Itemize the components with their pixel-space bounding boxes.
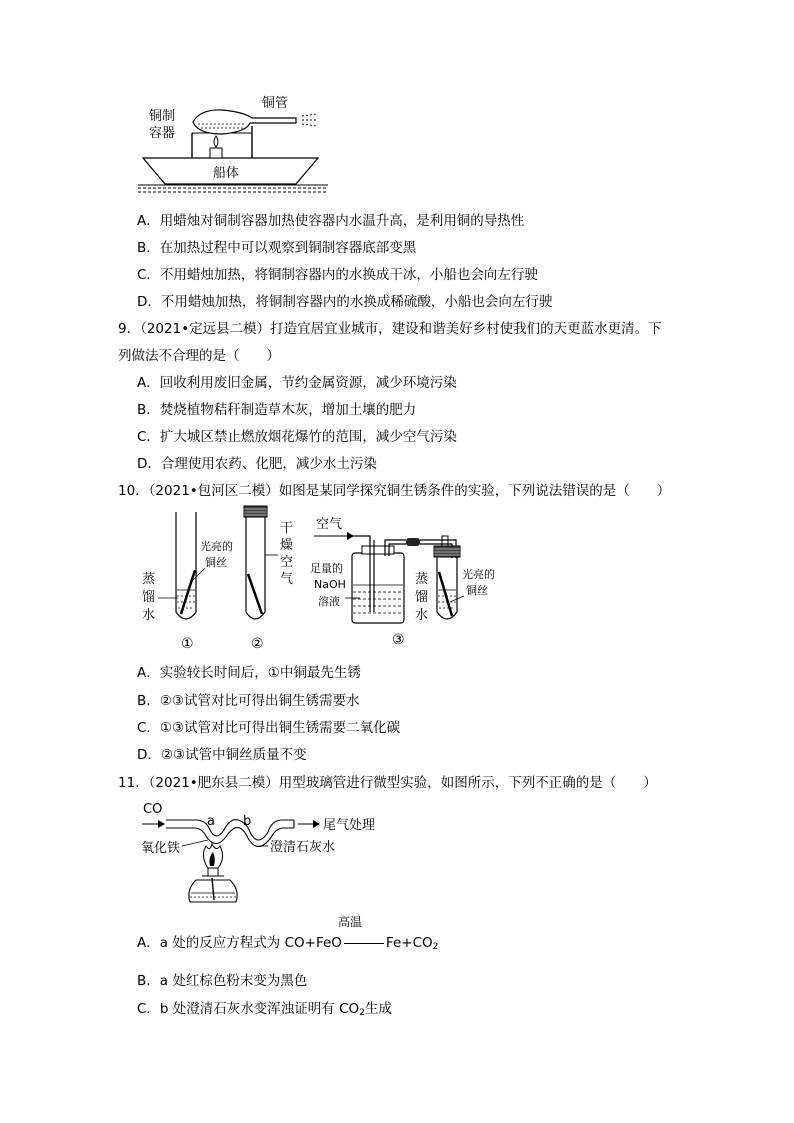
q11-option-a-suffix: Fe+CO — [385, 935, 433, 951]
q8-option-c: C．不用蜡烛加热，将铜制容器内的水换成干冰，小船也会向左行驶 — [137, 267, 538, 283]
q11-option-a — [137, 934, 438, 956]
label-copper-right-1: 光亮的 — [462, 568, 495, 581]
label-iron-oxide: 氧化铁 — [141, 841, 181, 856]
label-b: b — [243, 814, 252, 829]
label-container-2: 容器 — [149, 126, 176, 141]
q11-option-c-sub: 2 — [359, 1008, 365, 1018]
q9-option-a: A．回收利用废旧金属，节约金属资源，减少环境污染 — [137, 375, 457, 391]
q9-stem-line1: 9．（2021•定远县二模）打造宜居宜业城市，建设和谐美好乡村使我们的天更蓝水更清。下 — [118, 321, 662, 337]
label-naoh-1: 足量的 — [310, 562, 343, 575]
label-limewater: 澄清石灰水 — [270, 840, 336, 855]
q10-option-d: D．②③试管中铜丝质量不变 — [137, 747, 307, 763]
q10-stem: 10．（2021•包河区二模）如图是某同学探究铜生锈条件的实验，下列说法错误的是（ ） — [118, 483, 671, 499]
label-copper-right-2: 铜丝 — [466, 584, 488, 597]
q9-option-b: B．焚烧植物秸秆制造草木灰，增加土壤的肥力 — [137, 402, 417, 418]
w-tube — [166, 820, 294, 840]
q11-option-b: B．a 处红棕色粉末变为黑色 — [137, 973, 308, 989]
q11-option-a-prefix: A．a 处的反应方程式为 CO+FeO — [137, 935, 342, 951]
q9-option-c: C．扩大城区禁止燃放烟花爆竹的范围，减少空气污染 — [137, 429, 457, 445]
label-naoh-3: 溶液 — [318, 595, 340, 608]
label-water-right-1: 蒸 — [415, 572, 429, 587]
label-water-left-1: 蒸 — [142, 572, 156, 587]
q11-option-c — [137, 1000, 392, 1022]
label-water-left-3: 水 — [142, 608, 156, 623]
label-setup-1: ① — [181, 636, 194, 652]
label-dry-air-3: 空 — [280, 555, 294, 570]
q10-option-c: C．①③试管对比可得出铜生锈需要二氧化碳 — [137, 720, 401, 736]
label-container-1: 铜制 — [149, 109, 176, 124]
q10-option-a: A．实验较长时间后，①中铜最先生锈 — [137, 665, 361, 681]
q11-option-a-sub: 2 — [432, 942, 439, 952]
label-dry-air-4: 气 — [280, 572, 294, 587]
label-water-right-3: 水 — [415, 608, 429, 623]
label-copper-left-2: 铜丝 — [205, 556, 227, 569]
q10-option-b: B．②③试管对比可得出铜生锈需要水 — [137, 693, 360, 709]
label-co: CO — [143, 802, 163, 817]
label-water-left-2: 馏 — [142, 590, 156, 605]
q11-reaction-condition: 高温 — [338, 915, 363, 929]
q8-option-b: B．在加热过程中可以观察到铜制容器底部变黑 — [137, 240, 417, 256]
q11-option-c-prefix: C．b 处澄清石灰水变浑浊证明有 CO — [137, 1001, 360, 1017]
q9-stem-line2: 列做法不合理的是（ ） — [118, 348, 280, 364]
label-tail-gas: 尾气处理 — [323, 818, 376, 833]
label-tube: 铜管 — [262, 96, 289, 111]
label-air: 空气 — [316, 517, 343, 532]
q8-option-d: D．不用蜡烛加热，将铜制容器内的水换成稀硫酸，小船也会向左行驶 — [137, 294, 553, 310]
label-dry-air-2: 燥 — [280, 538, 294, 553]
q11-stem: 11．（2021•肥东县二模）用型玻璃管进行微型实验，如图所示，下列不正确的是（ ） — [118, 775, 657, 791]
label-setup-2: ② — [251, 636, 264, 652]
label-setup-3: ③ — [392, 632, 405, 648]
q11-equals-line — [344, 943, 384, 944]
label-dry-air-1: 干 — [280, 521, 294, 536]
label-boat: 船体 — [213, 166, 240, 181]
q11-option-c-suffix: 生成 — [364, 1001, 392, 1017]
q8-option-a: A．用蜡烛对铜制容器加热使容器内水温升高，是利用铜的导热性 — [137, 213, 525, 229]
label-copper-left-1: 光亮的 — [200, 540, 233, 553]
q9-option-d: D．合理使用农药、化肥，减少水土污染 — [137, 456, 377, 472]
label-a: a — [207, 814, 215, 829]
label-water-right-2: 馏 — [415, 590, 429, 605]
label-naoh-2: NaOH — [314, 578, 346, 591]
